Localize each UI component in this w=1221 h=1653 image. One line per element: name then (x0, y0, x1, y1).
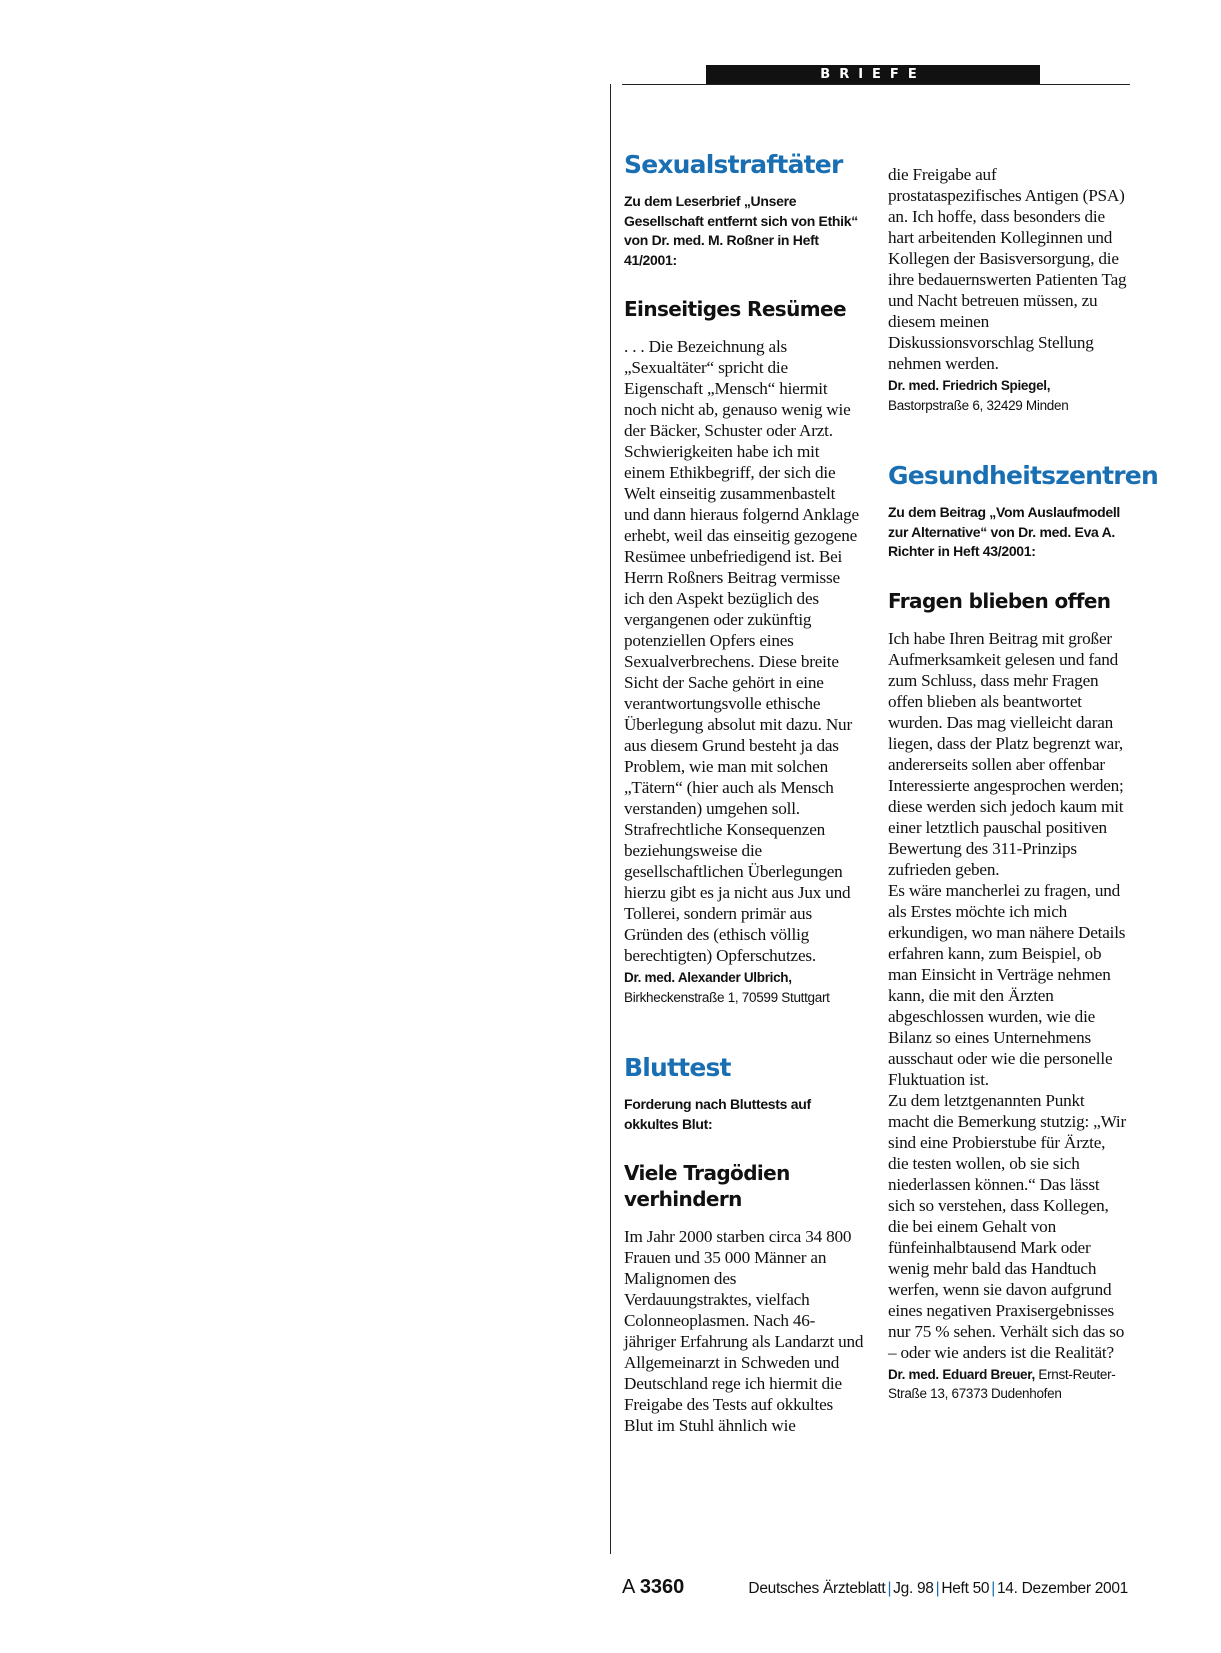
top-rule (622, 84, 1130, 85)
letter-body: Ich habe Ihren Beitrag mit großer Aufmerksamkeit gelesen und fand zum Schluss, dass mehr Fragen offen blieben als beantwortet wurden. Das mag vielleicht daran liegen, dass der Platz begrenzt war, andererseits sollen aber offenbar Interessierte angesprochen werden; diese werden sich jedoch kaum mit einer letztlich pauschal positiven Bewertung des 311-Prinzips zufrieden geben. (888, 628, 1124, 879)
topic-heading: Bluttest (624, 1053, 731, 1082)
letter-body: . . . Die Bezeichnung als „Sexualtäter“ spricht die Eigenschaft „Mensch“ hiermit noch nicht ab, genauso wenig wie der Bäcker, Schuster oder Arzt. Schwierigkeiten habe ich mit einem Ethikbegriff, der sich die Welt einseitig zusammenbastelt und dann hieraus folgernd Anklage erhebt, weil das einseitig gezogene Resümee unbefriedigend ist. Bei Herrn Roßners Beitrag vermisse ich den Aspekt bezüglich des vergangenen oder zukünftig potenziellen Opfers eines Sexualverbrechens. Diese breite Sicht der Sache gehört in eine verantwortungsvolle ethische Überlegung absolut mit dazu. Nur aus diesem Grund besteht ja das Problem, wie man mit solchen „Tätern“ (hier auch als Mensch verstanden) umgehen soll. Strafrechtliche Konsequenzen beziehungsweise die gesellschaftlichen Überlegungen hierzu gibt es ja nicht aus Jux und Tollerei, sondern primär aus Gründen des (ethisch völlig berechtigten) Opferschutzes. (624, 337, 859, 965)
letter-body: Im Jahr 2000 starben circa 34 800 Frauen und 35 000 Männer an Malignomen des Verdauungstraktes, vielfach Colonneoplasmen. Nach 46-jähriger Erfahrung als Landarzt und Allgemeinarzt in Schweden und Deutschland rege ich hiermit die Freigabe des Tests auf okkultes Blut im Stuhl ähnlich wie (624, 1227, 864, 1435)
journal-volume: Jg. 98 (893, 1580, 934, 1597)
left-rule (610, 84, 611, 1554)
letter-body: Zu dem letztgenannten Punkt macht die Bemerkung stutzig: „Wir sind eine Probierstube für Ärzte, die testen wollen, ob sie sich niederlassen können.“ Das lässt sich so verstehen, dass Kollegen, die bei einem Gehalt von fünfeinhalbtausend Mark oder wenig mehr bald das Handtuch werfen, wenn sie davon aufgrund eines negativen Praxisergebnisses nur 75 % sehen. Verhält sich das so – oder wie anders ist die Realität? (888, 1090, 1127, 1362)
letter-body: Es wäre mancherlei zu fragen, und als Erstes möchte ich mich erkundigen, wo man nähere Details erfahren kann, zum Beispiel, ob man Einsicht in Verträge nehmen kann, die mit den Ärzten abgeschlossen wurden, wie die Bilanz so eines Unternehmens ausschaut oder wie die personelle Fluktuation ist. (888, 880, 1126, 1089)
letter-author (888, 376, 1128, 415)
right-column (888, 164, 1158, 1404)
journal-name: Deutsches Ärzteblatt (748, 1580, 886, 1597)
section-header: BRIEFE (706, 65, 1040, 84)
page-number: A 3360 (622, 1576, 685, 1598)
left-column (624, 150, 864, 1436)
author-name: Dr. med. Eduard Breuer, (888, 1366, 1035, 1382)
letter-author (888, 1365, 1128, 1404)
author-address: Birkheckenstraße 1, 70599 Stuttgart (624, 989, 830, 1005)
author-name: Dr. med. Alexander Ulbrich, (624, 970, 792, 985)
author-name: Dr. med. Friedrich Spiegel, (888, 378, 1051, 393)
letter-author (624, 968, 864, 1007)
topic-heading: Sexualstraftäter (624, 150, 843, 179)
letter-intro: Zu dem Beitrag „Vom Auslaufmodell zur Alternative“ von Dr. med. Eva A. Richter in Heft 43/2001: (888, 504, 1121, 559)
journal-info: Deutsches Ärzteblatt | Jg. 98 | Heft 50 | 14. Dezember 2001 (748, 1580, 1128, 1597)
journal-issue: Heft 50 (941, 1580, 990, 1597)
letter-intro: Zu dem Leserbrief „Unsere Gesellschaft entfernt sich von Ethik“ von Dr. med. M. Roßner in Heft 41/2001: (624, 193, 858, 268)
author-address: Bastorpstraße 6, 32429 Minden (888, 397, 1069, 413)
journal-date: 14. Dezember 2001 (996, 1580, 1128, 1597)
author-address: Ernst-Reuter-Straße 13, 67373 Dudenhofen (888, 1366, 1116, 1401)
letter-headline: Fragen blieben offen (888, 588, 1111, 613)
letter-headline: Viele Tragödien verhindern (624, 1161, 790, 1211)
letter-headline: Einseitiges Resümee (624, 297, 846, 321)
letter-intro: Forderung nach Bluttests auf okkultes Blut: (624, 1096, 811, 1132)
page-footer (622, 1578, 1130, 1604)
letter-body-continued: die Freigabe auf prostataspezifisches Antigen (PSA) an. Ich hoffe, dass besonders die hart arbeitenden Kolleginnen und Kollegen der Basisversorgung, die ihre bedauernswerten Patienten Tag und Nacht betreuen müssen, zu diesem meinen Diskussionsvorschlag Stellung nehmen werden. (888, 165, 1127, 373)
topic-heading: Gesundheitszentren (888, 461, 1158, 490)
